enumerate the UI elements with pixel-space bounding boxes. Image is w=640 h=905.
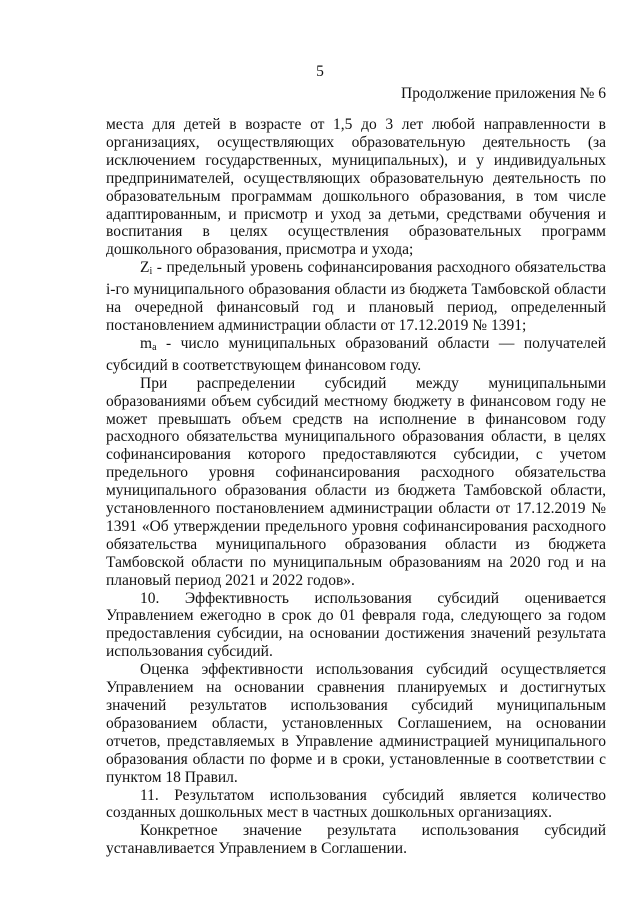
formula-symbol-m: m [140,334,153,352]
paragraph-ma-definition [106,335,606,375]
paragraph-item-10: 10. Эффективность использования субсидий оценивается Управлением ежегодно в срок до 01 февраля года, следующего за годом предоставления субсидии, на основании достижения значений результата использования субсидий. [106,589,606,661]
paragraph-item-11: 11. Результатом использования субсидий является количество созданных дошкольных мест в частных дошкольных организациях. [106,786,606,822]
paragraph-efficiency-assessment: Оценка эффективности использования субсидий осуществляется Управлением на основании сравнения планируемых и достигнутых значений результатов использования субсидий муниципальным образованием области, установленных Соглашением, на основании отчетов, представляемых в Управление администрацией муниципального образования области по форме и в сроки, установленные в соответствии с пунктом 18 Правил. [106,661,606,786]
paragraph-zi-definition [106,259,606,335]
paragraph-specific-value: Конкретное значение результата использования субсидий устанавливается Управлением в Соглашении. [106,822,606,858]
paragraph-zi-text: - предельный уровень софинансирования расходного обязательства i-го муниципального образования области из бюджета Тамбовской области на очередной финансовый год и плановый период, определенный постановлением администрации области от 17.12.2019 № 1391; [106,259,606,334]
paragraph-ma-text: - число муниципальных образований области — получателей субсидий в соответствующем финансовом году. [106,334,606,374]
paragraph-subsidy-distribution: При распределении субсидий между муниципальными образованиями объем субсидий местному бюджету в финансовом году не может превышать объем средств на исполнение в финансовом году расходного обязательства муниципального образования области, в целях софинансирования которого предоставляются субсидии, с учетом предельного уровня софинансирования расходного обязательства муниципального образования области из бюджета Тамбовской области, установленного постановлением администрации области от 17.12.2019 № 1391 «Об утверждении предельного уровня софинансирования расходного обязательства муниципального образования области из бюджета Тамбовской области по муниципальным образованиям на 2020 год и на плановый период 2021 и 2022 годов». [106,374,606,589]
formula-subscript-a: a [152,341,157,353]
document-body [106,116,606,858]
appendix-continuation-header: Продолжение приложения № 6 [401,85,606,102]
formula-subscript-i: i [149,266,153,278]
page-number: 5 [316,63,324,80]
formula-symbol-z: Z [140,259,150,277]
paragraph-places-definition: места для детей в возрасте от 1,5 до 3 лет любой направленности в организациях, осуществляющих образовательную деятельность (за исключением государственных, муниципальных), и у индивидуальных предпринимателей, осуществляющих образовательную деятельность по образовательным программам дошкольного образования, в том числе адаптированным, и присмотр и уход за детьми, средствами обучения и воспитания в целях осуществления образовательных программ дошкольного образования, присмотра и ухода; [106,116,606,259]
